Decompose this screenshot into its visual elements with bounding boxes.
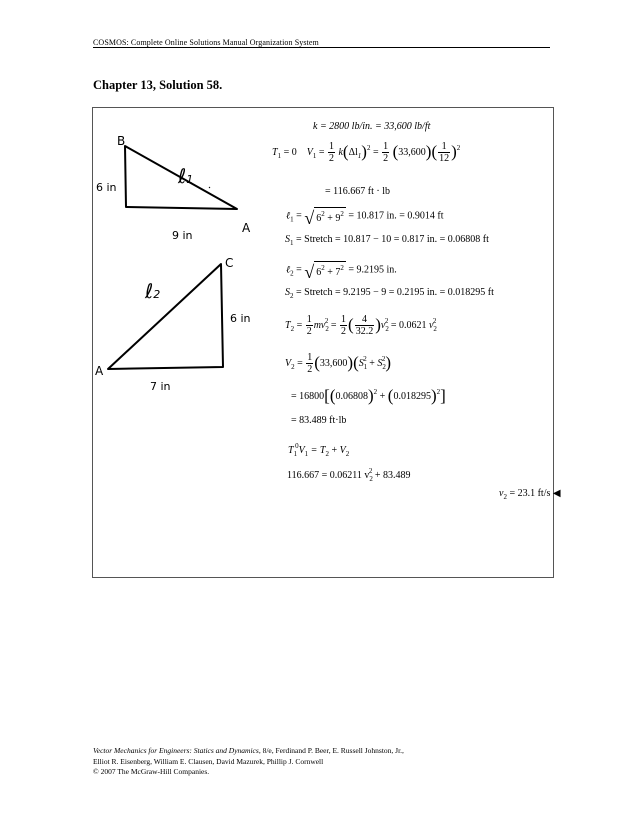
eq-v2: $V_2$ = $\frac{1}{2}$ $(33,600)(S_1^2 + S_2^2)$: [285, 352, 392, 375]
eq-energy: $T_1^0V_1 = T_2 + V_2$: [288, 442, 350, 458]
fig1-label-b: B: [117, 134, 126, 148]
eq-s2: $S_2$ = Stretch = 9.2195 − 9 = 0.2195 in. = 0.018295 ft: [285, 287, 494, 300]
eq-t2: $T_2$ = $\frac{1}{2}$ $mv_2^2$ = $\frac{1}{2}$ ( $\frac{4}{32.2}$ )$v_2^2 = 0.0621$ $v_2^2$: [285, 314, 437, 337]
eq-final: 116.667 = 0.06211 $v_2^2 + 83.489$: [287, 467, 411, 483]
eq-s1: $S_1$ = Stretch = 10.817 − 10 = 0.817 in. = 0.06808 ft: [285, 234, 489, 247]
eq-v2-line3: = 83.489 ft·lb: [291, 415, 347, 426]
fig1-label-l1: ℓ1: [178, 164, 194, 188]
fig1-label-base: 9 in: [172, 229, 193, 242]
eq-v2-line2: = $16800[(0.06808)^2 + (0.018295)^2]$: [291, 386, 446, 405]
fig2-label-a: A: [95, 364, 104, 378]
eq-t1-v1: $T_1 = 0$ $V_1$ = $\frac{1}{2}$ $k(\Delta l_1)^2$ = $\frac{1}{2}$ (33,600)( $\frac{1}{12}$ )$^2$: [272, 141, 461, 164]
eq-l2: ℓ$_2$ = √ $6^2 + 7^2 = 9.2195$ in.: [286, 262, 397, 282]
fig2-label-base: 7 in: [150, 380, 171, 393]
fig2-label-c: C: [225, 256, 234, 270]
eq-l1: ℓ$_1$ = √ $6^2 + 9^2 = 10.817$ in. = 0.9014 ft: [286, 208, 444, 228]
page-header: COSMOS: Complete Online Solutions Manual Organization System: [93, 38, 319, 47]
eq-answer: $v_2 = 23.1$ ft/s ◀: [499, 488, 561, 501]
header-rule: [93, 47, 550, 48]
page-footer: Vector Mechanics for Engineers: Statics and Dynamics, 8/e, Ferdinand P. Beer, E. Russell Johnston, Jr., Elliot R. Eisenberg, William E. Clausen, David Mazurek, Phillip J. Cornwell © 2007 The McGraw-Hill Companies.: [93, 746, 404, 776]
eq-spring-constant: k = 2800 lb/in. = 33,600 lb/ft: [313, 121, 431, 132]
chapter-title: Chapter 13, Solution 58.: [93, 78, 223, 92]
fig2-label-side: 6 in: [230, 312, 251, 325]
fig2-label-l2: ℓ2: [145, 279, 161, 303]
fig1-label-side: 6 in: [96, 181, 117, 194]
fig1-label-a: A: [242, 221, 251, 235]
eq-v1-result: = 116.667 ft · lb: [325, 186, 390, 197]
figure-triangle-2: [100, 255, 240, 380]
